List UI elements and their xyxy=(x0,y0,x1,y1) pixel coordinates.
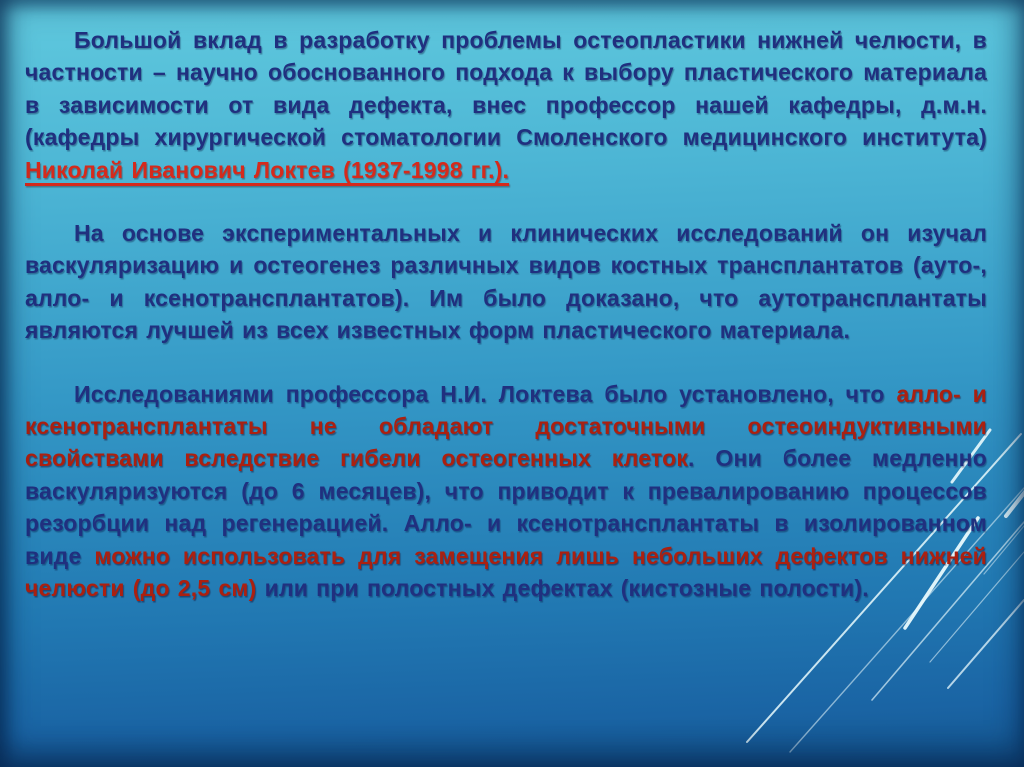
body-text: На основе экспериментальных и клинических исследований он изучал васкуляризацию и остеогенез различных видов костных трансплантатов (ауто-, алло- и ксенотрансплантатов). Им было доказано, что аутотрансплантаты являются лучшей из всех известных форм пластического материала. xyxy=(25,220,987,344)
paragraph xyxy=(25,217,987,347)
body-text: Исследованиями профессора Н.И. Локтева было установлено, что xyxy=(74,380,897,407)
highlight-text: можно использовать для замещения лишь небольших дефектов нижней челюсти (до 2,5 см) xyxy=(25,542,987,602)
body-text: или при полостных дефектах (кистозные полости). xyxy=(256,575,869,602)
slide-text xyxy=(25,24,987,605)
body-text: Большой вклад в разработку проблемы остеопластики нижней челюсти, в частности – научно обоснованного подхода к выбору пластического материала в зависимости от вида дефекта, внес профессор нашей кафедры, д.м.н. (кафедры хирургической стоматологии Смоленского медицинского института) xyxy=(25,27,987,151)
paragraph xyxy=(25,378,987,605)
highlight-text: алло- и ксенотрансплантаты не обладают достаточными остеоиндуктивными свойствами вследствие гибели остеогенных клеток xyxy=(25,380,987,472)
body-text: . Они более медленно васкуляризуются (до 6 месяцев), что приводит к превалированию процессов резорбции над регенерацией. Алло- и ксенотрансплантаты в изолированном виде xyxy=(25,445,987,569)
paragraph xyxy=(25,24,987,186)
name-link[interactable]: Николай Иванович Локтев (1937-1998 гг.). xyxy=(25,156,510,183)
